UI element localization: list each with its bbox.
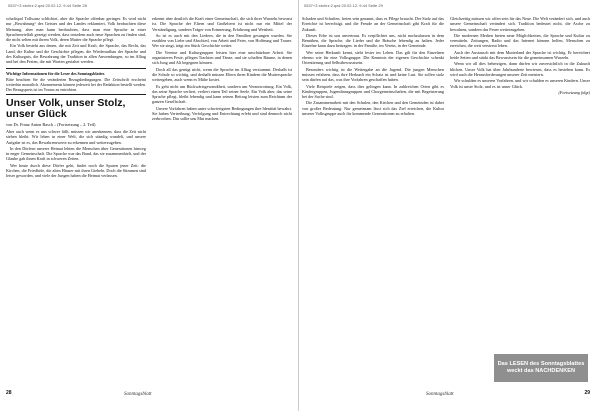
print-header-left: 0537+3 stohrz:2.qxd 20.02.12. 9:44 Seite 28 <box>8 3 87 8</box>
intro-paragraph: schaftspol Tollwanz schlichtet, aber die Sprache offenbar geringer. Es wird nicht nur „Bewahrung“ des Geistes und des Landes reklamiert, Volk beobachten diese Meinung, aber man kann beobachten, dass man eine Sprache in einer Sprachenvielfalt gezeigt werden, dass trotzdem auch neue Sprachen zu finden sind, die nicht selten mit ihrem Volk, deren Mutter die Sprache pflegt. <box>6 16 146 43</box>
body-paragraph: Wir schulden es unseren Vorfahren, und wir schulden es unseren Kindern. Unser Volk ist unser Stolz, und es ist unser Glück. <box>450 78 590 89</box>
page-number-left: 28 <box>6 390 12 396</box>
notice-title: Wichtige Informationen für die Leser des Sonntagsblattes <box>6 70 105 76</box>
body-paragraph: Wenn wir all dies beherzigen, dann dürfen wir zuversichtlich in die Zukunft blicken. Unser Volk hat über Jahrhunderte bewiesen, dass es bestehen kann. Es wird auch die Herausforderungen unserer Zeit meistern. <box>450 61 590 77</box>
left-page-column-1 <box>6 16 146 386</box>
body-paragraph: Aber auch wenn es uns schwer fällt, müssen wir anerkennen, dass die Zeit nicht stehen bleibt. Wir leben in einer Welt, die sich ständig wandelt, und unsere Aufgabe ist es, das Bewahrenswerte zu erkennen und weiterzugeben. <box>6 128 146 145</box>
page-gutter <box>298 0 299 411</box>
body-paragraph: Die modernen Medien bieten neue Möglichkeiten, die Sprache und Kultur zu vermitteln. Zeitungen, Radio und das Internet können helfen, Menschen zu erreichen, die weit verstreut leben. <box>450 32 590 49</box>
body-paragraph: erkennt aber deutlich die Kraft einer Gemeinschaft, die sich ihrer Wurzeln bewusst ist. Die Sprache der Eltern und Großeltern ist nicht nur ein Mittel der Verständigung, sondern Träger von Erinnerung, Erfahrung und Weisheit. <box>152 16 292 32</box>
notice-text: Bitte beachten Sie die veränderten Bezugsbedingungen. Die Zeitschrift erscheint weiterhin monatlich. Abonnements können jederzeit bei der Redaktion bestellt werden. Der Bezugspreis ist im Voraus zu entrichten. <box>6 76 146 92</box>
body-paragraph: In den Dörfern unserer Heimat lebten die Menschen über Generationen hinweg in enger Gemeinschaft. Die Sprache war das Band, das sie zusammenhielt, und der Glaube gab ihnen Kraft in schweren Zeiten. <box>6 145 146 162</box>
publication-logo-right: Sonntagsblatt <box>426 392 454 397</box>
body-paragraph: Die Zusammenarbeit mit den Schulen, den Kirchen und den Gemeinden ist dabei von großer Bedeutung. Nur gemeinsam lässt sich das Ziel erreichen, die Kultur unserer Volksgruppe auch für kommende Generationen zu erhalten. <box>302 100 444 117</box>
body-paragraph: Dieses Erbe ist uns anvertraut. Es verpflichtet uns, nicht nachzulassen in dem Bemühen, die Sprache, die Lieder und die Bräuche lebendig zu halten. Jeder Einzelne kann dazu beitragen: in der Familie, im Verein, in der Gemeinde. <box>302 32 444 49</box>
left-page <box>6 12 294 402</box>
left-page-column-2 <box>152 16 292 386</box>
print-header-right: 0537+3 stohrz:2.qxd 20.02.12. 9:44 Seite 29 <box>304 3 383 8</box>
body-paragraph: Wer heute durch diese Dörfer geht, findet noch die Spuren jener Zeit: die Kirchen, die Friedhöfe, die alten Häuser mit ihren Giebeln. Doch die Stimmen sind leiser geworden, und viele der Jungen haben die Heimat verlassen. <box>6 162 146 179</box>
body-paragraph: Wer seine Herkunft kennt, steht fester im Leben. Das gilt für den Einzelnen ebenso wie für eine Volksgruppe. Die Kenntnis der eigenen Geschichte schenkt Orientierung und Selbstbewusstsein. <box>302 49 444 66</box>
info-notice-box <box>6 68 146 95</box>
right-page-column-2 <box>450 16 590 338</box>
promo-box <box>494 354 588 382</box>
intro-paragraph: Ein Volk besteht aus denen, die mit Zeit und Kraft, die Sprache, das Recht, das Land, die Kultur und die Geschichte pflegen, die Wiederaufbau der Sprache und des Kulturguts, die Bewahrung der Tradition in allen Anwendungen, so im Alltag und bei den Festen, die mit Worten gestaltet werden. <box>6 43 146 65</box>
body-paragraph: Doch all das genügt nicht, wenn die Sprache im Alltag verstummt. Deshalb ist die Schule so wichtig, und deshalb müssen Eltern ihren Kindern die Muttersprache weitergeben, auch wenn es Mühe kostet. <box>152 66 292 83</box>
article-headline: Unser Volk, unser Stolz, unser Glück <box>6 96 126 120</box>
promo-line-2: weckt das NACHDENKEN <box>506 368 576 374</box>
publication-logo-left: Sonntagsblatt <box>124 392 152 397</box>
body-paragraph: Es geht nicht um Rückwärtsgewandtheit, sondern um Verantwortung. Ein Volk, das seine Sprache verliert, verliert einen Teil seiner Seele. Ein Volk aber, das seine Sprache pflegt, bleibt lebendig und kann seinen Beitrag leisten zum Reichtum der ganzen Gesellschaft. <box>152 83 292 105</box>
body-paragraph: Auch der Austausch mit dem Mutterland der Sprache ist wichtig. Er bereichert beide Seiten und stärkt das Bewusstsein für die gemeinsamen Wurzeln. <box>450 49 590 61</box>
right-page <box>302 12 594 402</box>
promo-line-1: Das LESEN des Sonntagsblattes <box>497 361 585 367</box>
right-page-column-1 <box>302 16 444 386</box>
page-number-right: 29 <box>584 390 590 396</box>
continuation-note: (Fortsetzung folgt) <box>558 89 590 95</box>
body-paragraph: Viele Beispiele zeigen, dass dies gelingen kann. In zahlreichen Orten gibt es Kindergruppen, Jugendtanzgruppen und Chorgemeinschaften, die mit Begeisterung bei der Sache sind. <box>302 83 444 100</box>
body-paragraph: Besonders wichtig ist die Weitergabe an die Jugend. Die jungen Menschen müssen erfahren, dass ihre Herkunft ein Schatz ist und keine Last. Sie sollen stolz sein dürfen auf das, was ihre Vorfahren geschaffen haben. <box>302 66 444 83</box>
body-paragraph: So ist es auch mit den Liedern, die in den Familien gesungen wurden. Sie erzählen von Liebe und Abschied, von Arbeit und Feier, von Hoffnung und Trauer. Wer sie singt, trägt ein Stück Geschichte weiter. <box>152 32 292 49</box>
body-paragraph: Gleichzeitig müssen wir offen sein für das Neue. Die Welt verändert sich, und auch unsere Gemeinschaft verändert sich. Tradition bedeutet nicht, die Asche zu bewahren, sondern das Feuer weiterzugeben. <box>450 16 590 32</box>
body-paragraph: Schaden und Schuften, freien sein genannt, dass es Pflege braucht. Der Stolz auf das Erreichte ist berechtigt, und die Freude an der Gemeinschaft gibt Kraft für die Zukunft. <box>302 16 444 32</box>
body-paragraph: Die Vereine und Kulturgruppen leisten hier eine unschätzbare Arbeit. Sie organisieren Feste, pflegen Trachten und Tänze, und sie schaffen Räume, in denen sich Jung und Alt begegnen können. <box>152 49 292 66</box>
article-byline: von Dr. Franz Anton Basch – (Fortsetzung – 2. Teil) <box>6 121 96 127</box>
body-paragraph: Unsere Vorfahren haben unter schwierigsten Bedingungen ihre Identität bewahrt. Sie haben Vertreibung, Verfolgung und Entrechtung erlebt und sind dennoch nicht zerbrochen. Das sollte uns Mut machen. <box>152 105 292 122</box>
